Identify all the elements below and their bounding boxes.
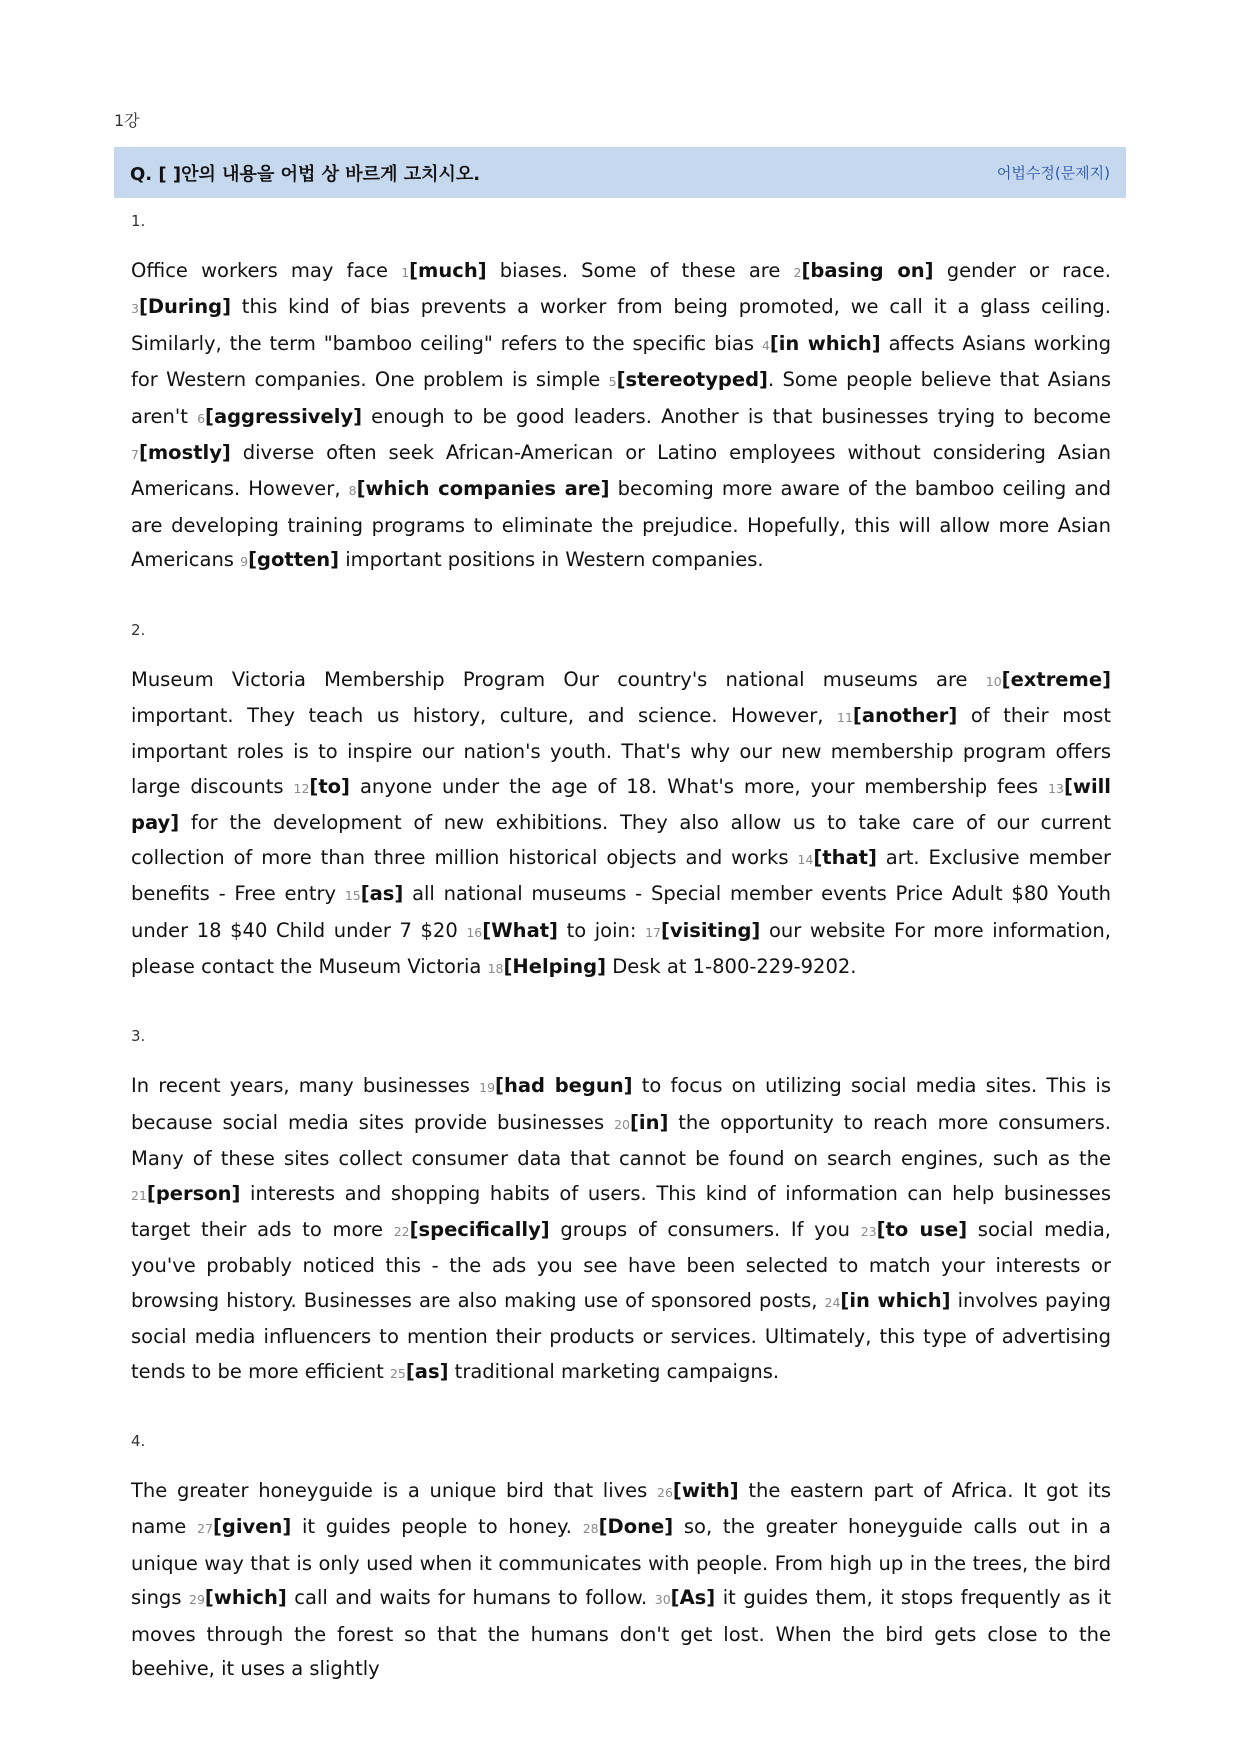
grammar-blank: [specifically] — [409, 1217, 550, 1241]
blank-number: 10 — [985, 673, 1002, 689]
grammar-blank: [As] — [670, 1586, 716, 1610]
passage-block — [131, 1426, 1111, 1686]
blank-number: 28 — [582, 1521, 599, 1537]
passage-text-run: becoming more aware of the bamboo ceiling and are developing training programs to eliminate the prejudice. Hopefully, this will allow more Asian Americans — [131, 477, 1112, 572]
passage-text-run: all national museums - Special member events Price Adult $80 Youth under 18 $40 Child under 7 $20 — [131, 882, 1111, 942]
blank-number: 6 — [197, 410, 206, 426]
passage-text-run: of their most important roles is to inspire our nation's youth. That's why our new membership program offers large discounts — [131, 704, 1111, 798]
blank-number: 18 — [487, 960, 504, 976]
blank-number: 25 — [389, 1365, 406, 1381]
passage-text-run: this kind of bias prevents a worker from being promoted, we call it a glass ceiling. Similarly, the term "bamboo ceiling" refers to the specific bias — [131, 295, 1111, 355]
grammar-blank: [another] — [852, 704, 958, 728]
grammar-blank: [Helping] — [503, 954, 607, 978]
passage-text-run: anyone under the age of 18. What's more, your membership fees — [349, 774, 1049, 798]
blank-number: 22 — [393, 1223, 410, 1239]
passage-text-run: important positions in Western companies. — [339, 548, 764, 572]
question-list — [131, 206, 1111, 1721]
grammar-blank: [extreme] — [1001, 667, 1111, 691]
grammar-blank: [Done] — [598, 1515, 674, 1539]
question-banner — [114, 147, 1126, 198]
blank-number: 27 — [197, 1521, 213, 1537]
blank-number: 26 — [657, 1484, 673, 1500]
grammar-blank: [as] — [360, 882, 404, 906]
grammar-blank: [which companies are] — [356, 477, 610, 501]
passage-text-run: important. They teach us history, culture, and science. However, — [131, 704, 838, 728]
passage-text-run: Desk at 1-800-229-9202. — [606, 954, 857, 978]
passage-text-run: Office workers may face — [131, 259, 402, 282]
passage-text-run: it guides people to honey. — [291, 1515, 583, 1539]
passage-text — [131, 1474, 1111, 1686]
grammar-blank: [to] — [309, 774, 350, 798]
passage-text-run: traditional marketing campaigns. — [448, 1359, 780, 1383]
question-instruction: Q. [ ]안의 내용을 어법 상 바르게 고치시오. — [130, 163, 481, 185]
worksheet-type-label: 어법수정(문제지) — [996, 164, 1110, 182]
blank-number: 30 — [654, 1592, 671, 1608]
passage-text — [131, 1069, 1111, 1391]
blank-number: 11 — [837, 710, 853, 726]
passage-text-run: Museum Victoria Membership Program Our country's national museums are — [131, 667, 986, 691]
blank-number: 13 — [1048, 780, 1065, 796]
passage-text-run: so, the greater honeyguide calls out in a unique way that is only used when it communicates with people. From high up in the trees, the bird sings — [131, 1515, 1111, 1610]
grammar-blank: [stereotyped] — [616, 368, 768, 392]
blank-number: 9 — [240, 554, 249, 570]
passage-text-run: art. Exclusive member benefits - Free entry — [131, 845, 1111, 906]
blank-number: 8 — [348, 483, 357, 499]
passage-text-run: diverse often seek African-American or Latino employees without considering Asian Americans. However, — [131, 441, 1111, 501]
grammar-blank: [much] — [409, 259, 487, 282]
passage-block — [131, 206, 1111, 580]
passage-text-run: . Some people believe that Asians aren't — [131, 368, 1111, 428]
blank-number: 1 — [401, 265, 410, 280]
grammar-blank: [had begun] — [495, 1074, 633, 1098]
passage-text-run: affects Asians working for Western companies. One problem is simple — [131, 331, 1111, 392]
blank-number: 24 — [824, 1294, 841, 1310]
grammar-blank: [with] — [672, 1478, 739, 1502]
blank-number: 16 — [466, 924, 483, 940]
passage-number: 3. — [131, 1027, 146, 1046]
passage-text-run: biases. Some of these are — [486, 259, 794, 282]
passage-text-run: In recent years, many businesses — [131, 1074, 480, 1098]
lesson-label: 1강 — [114, 111, 140, 130]
passage-text-run: involves paying social media influencers to mention their products or services. Ultimately, this type of advertising tends to be more efficient — [131, 1288, 1112, 1383]
grammar-blank: [visiting] — [660, 918, 761, 942]
grammar-blank: [person] — [146, 1181, 241, 1205]
blank-number: 21 — [131, 1187, 147, 1203]
passage-text-run: enough to be good leaders. Another is that businesses trying to become — [362, 404, 1111, 428]
grammar-blank: [mostly] — [138, 441, 231, 465]
grammar-blank: [will pay] — [131, 774, 1111, 835]
passage-text — [131, 663, 1111, 987]
blank-number: 14 — [797, 851, 814, 867]
grammar-blank: [aggressively] — [205, 404, 363, 428]
blank-number: 20 — [614, 1116, 630, 1132]
blank-number: 12 — [293, 780, 310, 796]
passage-block — [131, 615, 1111, 987]
passage-text-run: to join: — [557, 918, 646, 942]
grammar-blank: [that] — [813, 845, 877, 869]
passage-text-run: The greater honeyguide is a unique bird that lives — [131, 1478, 658, 1502]
blank-number: 15 — [344, 888, 361, 904]
passage-text-run: our website For more information, please contact the Museum Victoria — [131, 918, 1111, 978]
blank-number: 5 — [608, 374, 617, 390]
grammar-blank: [as] — [405, 1359, 449, 1383]
passage-text-run: the eastern part of Africa. It got its name — [131, 1478, 1112, 1539]
blank-number: 2 — [793, 265, 802, 280]
blank-number: 17 — [645, 924, 661, 940]
grammar-blank: [What] — [482, 918, 558, 942]
passage-text-run: social media, you've probably noticed this - the ads you see have been selected to match your interests or browsing history. Businesses are also making use of sponsored posts, — [131, 1217, 1112, 1312]
grammar-blank: [During] — [138, 295, 231, 319]
grammar-blank: [basing on] — [801, 259, 934, 282]
passage-text-run: the opportunity to reach more consumers. Many of these sites collect consumer data that cannot be found on search engines, such as the — [131, 1110, 1111, 1171]
blank-number: 4 — [761, 337, 770, 353]
passage-text-run: for the development of new exhibitions. They also allow us to take care of our current collection of more than three million historical objects and works — [131, 811, 1111, 869]
passage-text-run: groups of consumers. If you — [549, 1217, 861, 1241]
passage-number: 2. — [131, 620, 146, 639]
passage-text-run: to focus on utilizing social media sites. This is because social media sites provide businesses — [131, 1074, 1111, 1134]
passage-text-run: interests and shopping habits of users. This kind of information can help businesses target their ads to more — [131, 1181, 1111, 1241]
grammar-blank: [to use] — [876, 1217, 968, 1241]
grammar-blank: [which] — [204, 1586, 287, 1610]
passage-block — [131, 1021, 1111, 1391]
passage-number: 4. — [131, 1431, 146, 1450]
grammar-blank: [in which] — [769, 331, 881, 355]
passage-text-run: gender or race. — [933, 259, 1111, 282]
blank-number: 3 — [131, 301, 139, 317]
passage-text-run: call and waits for humans to follow. — [286, 1586, 655, 1610]
grammar-blank: [in] — [629, 1110, 669, 1134]
grammar-blank: [gotten] — [248, 548, 340, 572]
grammar-blank: [given] — [212, 1515, 292, 1539]
blank-number: 7 — [131, 447, 139, 463]
grammar-blank: [in which] — [840, 1288, 951, 1312]
passage-text-run: it guides them, it stops frequently as it moves through the forest so that the humans don't get lost. When the bird gets close to the beehive, it uses a slightly — [131, 1586, 1111, 1680]
passage-number: 1. — [131, 212, 146, 230]
blank-number: 23 — [860, 1223, 877, 1239]
passage-text — [131, 254, 1111, 580]
blank-number: 19 — [479, 1080, 496, 1096]
blank-number: 29 — [189, 1592, 205, 1608]
